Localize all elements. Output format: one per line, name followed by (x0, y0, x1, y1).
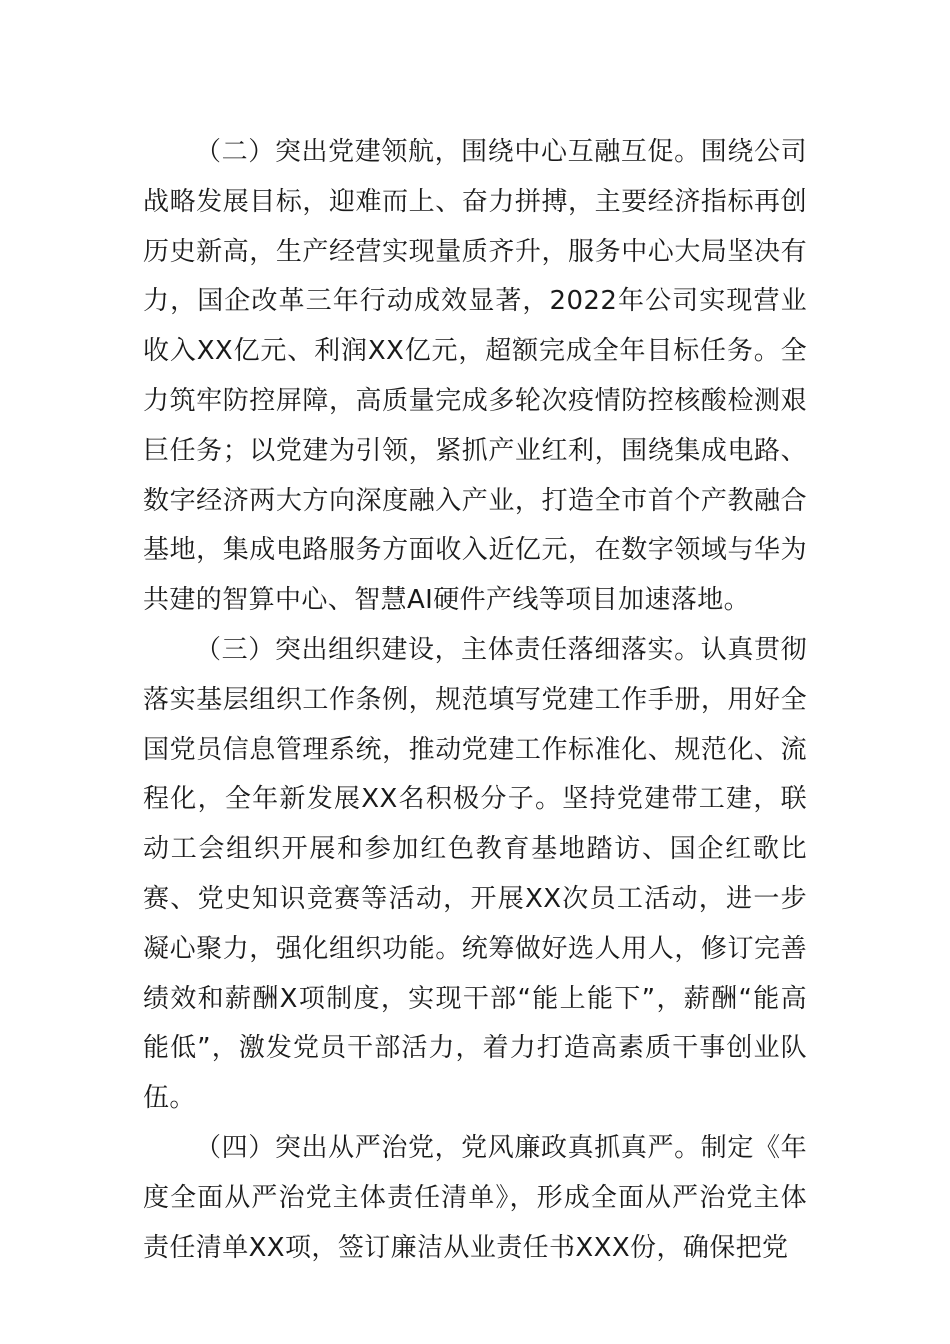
paragraph-section-4: （四）突出从严治党，党风廉政真抓真严。制定《年度全面从严治党主体责任清单》，形成全面从严治党主体责任清单XX项，签订廉洁从业责任书XXX份，确保把党 (143, 1132, 807, 1263)
document-body (143, 128, 807, 1273)
paragraph-section-3: （三）突出组织建设，主体责任落细落实。认真贯彻落实基层组织工作条例，规范填写党建工作手册，用好全国党员信息管理系统，推动党建工作标准化、规范化、流程化，全年新发展XX名积极分子。坚持党建带工建，联动工会组织开展和参加红色教育基地踏访、国企红歌比赛、党史知识竞赛等活动，开展XX次员工活动，进一步凝心聚力，强化组织功能。统筹做好选人用人，修订完善绩效和薪酬X项制度，实现干部“能上能下”，薪酬“能高能低”，激发党员干部活力，着力打造高素质干事创业队伍。 (143, 634, 807, 1114)
paragraph-section-2: （二）突出党建领航，围绕中心互融互促。围绕公司战略发展目标，迎难而上、奋力拼搏，主要经济指标再创历史新高，生产经营实现量质齐升，服务中心大局坚决有力，国企改革三年行动成效显著，2022年公司实现营业收入XX亿元、利润XX亿元，超额完成全年目标任务。全力筑牢防控屏障，高质量完成多轮次疫情防控核酸检测艰巨任务；以党建为引领，紧抓产业红利，围绕集成电路、数字经济两大方向深度融入产业，打造全市首个产教融合基地，集成电路服务方面收入近亿元，在数字领域与华为共建的智算中心、智慧AI硬件产线等项目加速落地。 (143, 137, 807, 616)
